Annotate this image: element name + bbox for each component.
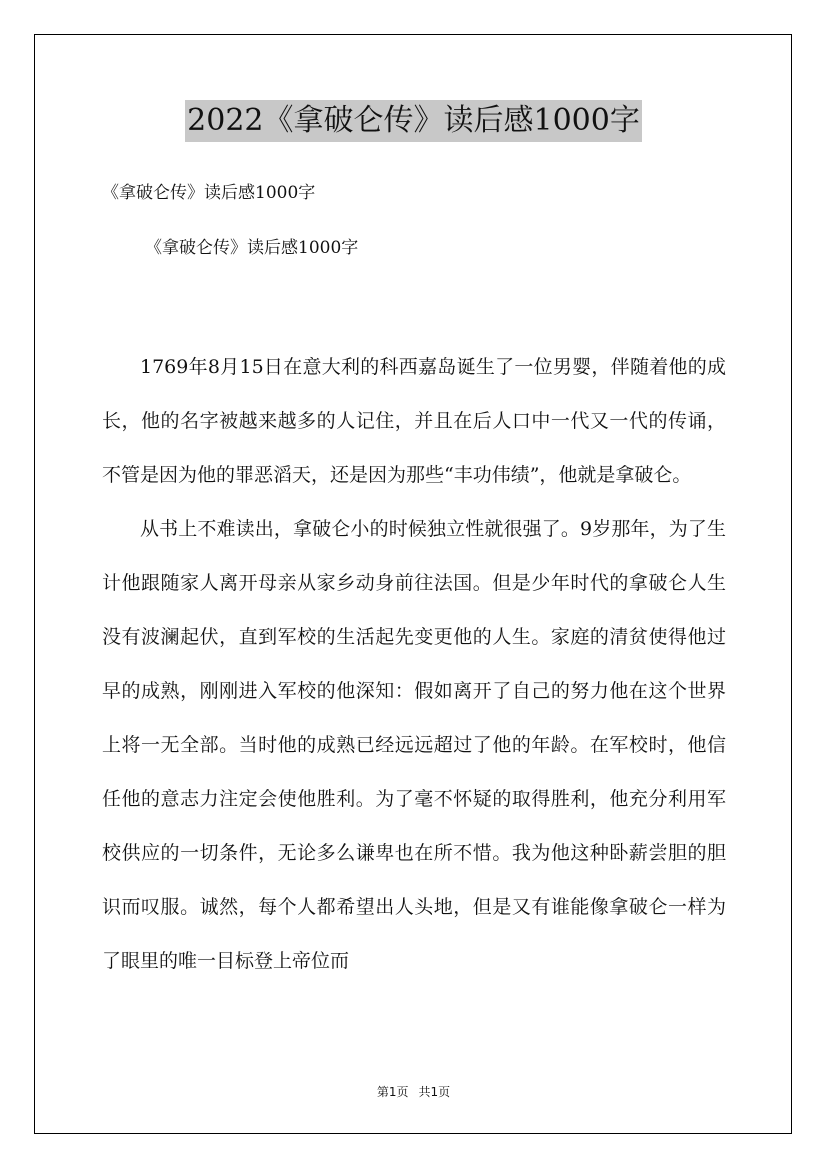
document-title: 2022《拿破仑传》读后感1000字 xyxy=(185,100,642,142)
page-number-current: 第1页 xyxy=(376,1085,409,1099)
page-number-total: 共1页 xyxy=(418,1085,451,1099)
document-body xyxy=(102,340,726,988)
body-paragraph-2: 从书上不难读出，拿破仑小的时候独立性就很强了。9岁那年，为了生计他跟随家人离开母亲从家乡动身前往法国。但是少年时代的拿破仑人生没有波澜起伏，直到军校的生活起先变更他的人生。家庭的清贫使得他过早的成熟，刚刚进入军校的他深知：假如离开了自己的努力他在这个世界上将一无全部。当时他的成熟已经远远超过了他的年龄。在军校时，他信任他的意志力注定会使他胜利。为了毫不怀疑的取得胜利，他充分利用军校供应的一切条件，无论多么谦卑也在所不惜。我为他这种卧薪尝胆的胆识而叹服。诚然，每个人都希望出人头地，但是又有谁能像拿破仑一样为了眼里的唯一目标登上帝位而 xyxy=(102,518,726,972)
body-paragraph-1: 1769年8月15日在意大利的科西嘉岛诞生了一位男婴，伴随着他的成长，他的名字被越来越多的人记住，并且在后人口中一代又一代的传诵，不管是因为他的罪恶滔天，还是因为那些“丰功伟绩”，他就是拿破仑。 xyxy=(102,356,726,486)
subtitle-line-1: 《拿破仑传》读后感1000字 xyxy=(102,183,316,203)
page-footer xyxy=(0,1084,827,1100)
title-container xyxy=(0,100,827,142)
subtitle-line-2: 《拿破仑传》读后感1000字 xyxy=(145,238,359,258)
